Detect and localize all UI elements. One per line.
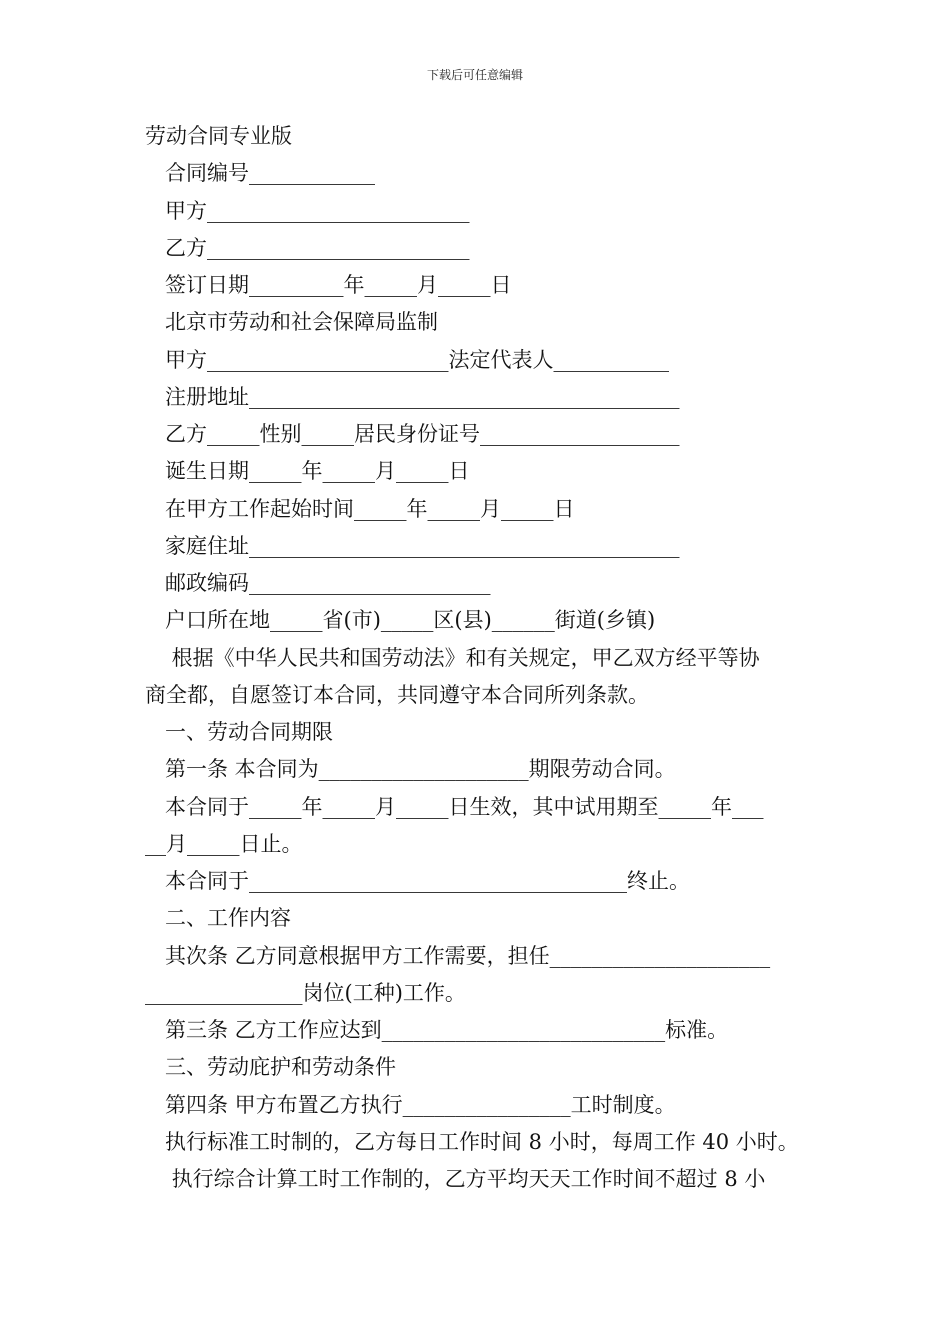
supervisor-line: 北京市劳动和社会保障局监制 [165,310,438,334]
article-2-line-1: 其次条 乙方同意根据甲方工作需要，担任_____________________ [165,944,771,968]
start-date-line: 在甲方工作起始时间_____年_____月_____日 [165,497,575,521]
effective-date-line-2: __月_____日止。 [145,832,303,856]
comprehensive-hours-line: 执行综合计算工时工作制的，乙方平均天天工作时间不超过 8 小 [165,1167,766,1191]
postal-code-line: 邮政编码_______________________ [165,571,491,595]
preamble-line-1: 根据《中华人民共和国劳动法》和有关规定，甲乙双方经平等协 [165,646,760,670]
registered-address-line: 注册地址_________________________________________ [165,385,680,409]
section-2-heading: 二、工作内容 [165,906,291,930]
article-3-line: 第三条 乙方工作应达到___________________________标准。 [165,1018,729,1042]
contract-number-line: 合同编号____________ [165,161,375,185]
page-header: 下载后可任意编辑 [426,68,523,82]
article-4-line: 第四条 甲方布置乙方执行________________工时制度。 [165,1093,676,1117]
section-1-heading: 一、劳动合同期限 [165,720,333,744]
standard-hours-line: 执行标准工时制的，乙方每日工作时间 8 小时，每周工作 40 小时。 [165,1130,799,1154]
preamble-line-2: 商全都，自愿签订本合同，共同遵守本合同所列条款。 [145,683,649,707]
party-b-line: 乙方_________________________ [165,236,470,260]
section-3-heading: 三、劳动庇护和劳动条件 [165,1055,396,1079]
sign-date-line: 签订日期_________年_____月_____日 [165,273,512,297]
article-2-line-2: _______________岗位(工种)工作。 [145,981,466,1005]
party-a-representative-line: 甲方_______________________法定代表人___________ [165,348,669,372]
document-title: 劳动合同专业版 [145,124,292,148]
birth-date-line: 诞生日期_____年_____月_____日 [165,459,470,483]
party-a-line: 甲方_________________________ [165,199,470,223]
effective-date-line-1: 本合同于_____年_____月_____日生效，其中试用期至_____年___ [165,795,764,819]
household-registration-line: 户口所在地_____省(市)_____区(县)______街道(乡镇) [165,608,656,632]
termination-line: 本合同于____________________________________终止。 [165,869,690,893]
party-b-info-line: 乙方_____性别_____居民身份证号___________________ [165,422,680,446]
article-1-line: 第一条 本合同为____________________期限劳动合同。 [165,757,676,781]
home-address-line: 家庭住址_________________________________________ [165,534,680,558]
